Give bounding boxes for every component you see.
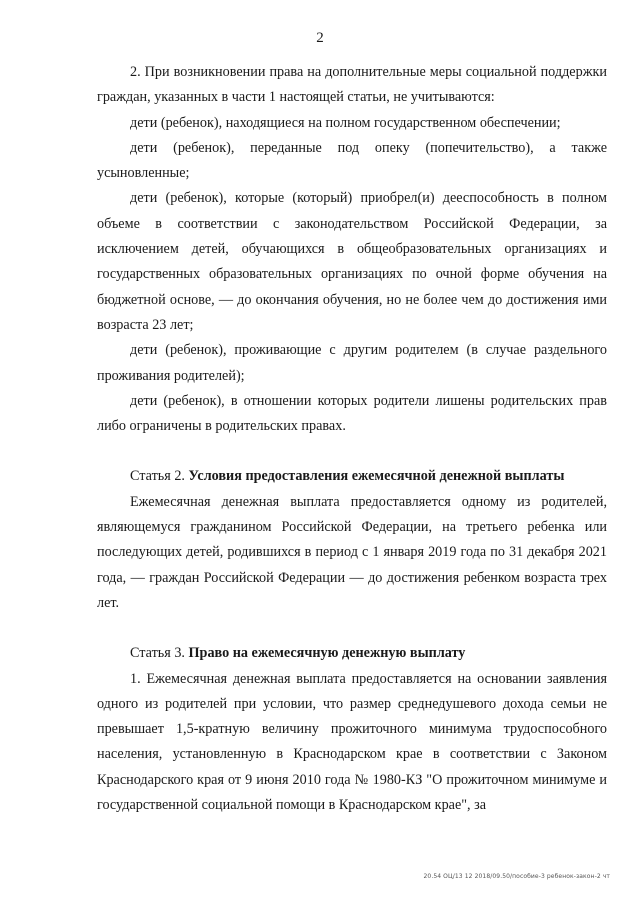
paragraph-part2-intro: 2. При возникновении права на дополнительные меры социальной поддержки граждан, указанных в части 1 настоящей статьи, не учитываются: xyxy=(97,64,607,106)
paragraph-other-parent: дети (ребенок), проживающие с другим родителем (в случае раздельного проживания родителей); xyxy=(97,342,607,384)
document-body xyxy=(97,60,607,818)
paragraph-legal-capacity: дети (ребенок), которые (который) приобрел(и) дееспособность в полном объеме в соответствии с законодательством Российской Федерации, за исключением детей, обучающихся в общеобразовательных организациях и государственных образовательных организациях по очной форме обучения на бюджетной основе, — до окончания обучения, но не более чем до достижения ими возраста 23 лет; xyxy=(97,190,607,333)
paragraph-deprived-rights: дети (ребенок), в отношении которых родители лишены родительских прав либо ограничены в родительских правах. xyxy=(97,392,607,435)
article-3-title: Право на ежемесячную денежную выплату xyxy=(188,645,466,662)
article-2-text: Ежемесячная денежная выплата предоставляется одному из родителей, являющемуся гражданином Российской Федерации, на третьего ребенка или последующих детей, родившихся в период с 1 января 2019 года по 31 декабря 2021 года, — граждан Российской Федерации — до достижения ребенком возраста трех лет. xyxy=(97,493,607,611)
paragraph-guardianship: дети (ребенок), переданные под опеку (попечительство), а также усыновленные; xyxy=(97,139,607,182)
page-number: 2 xyxy=(316,30,324,46)
paragraph-state-support: дети (ребенок), находящиеся на полном государственном обеспечении; xyxy=(130,114,561,131)
article-2-prefix: Статья 2. xyxy=(130,468,189,485)
article-3-prefix: Статья 3. xyxy=(130,645,189,662)
article-3-text: 1. Ежемесячная денежная выплата предоставляется на основании заявления одного из родителей при условии, что размер среднедушевого дохода семьи не превышает 1,5-кратную величину прожиточного минимума трудоспособного населения, установленную в Краснодарском крае в соответствии с Законом Краснодарского края от 9 июня 2010 года № 1980-КЗ "О прожиточном минимуме и государственной социальной помощи в Краснодарском крае", за xyxy=(97,670,607,814)
article-2-heading xyxy=(97,464,607,489)
article-2-title: Условия предоставления ежемесячной денежной выплаты xyxy=(188,468,565,485)
document-footer-code: 20.54 ОЦ/13 12 2018/09.50/пособие-3 ребенок-закон-2 чт xyxy=(423,873,610,880)
article-3-heading xyxy=(97,641,607,666)
